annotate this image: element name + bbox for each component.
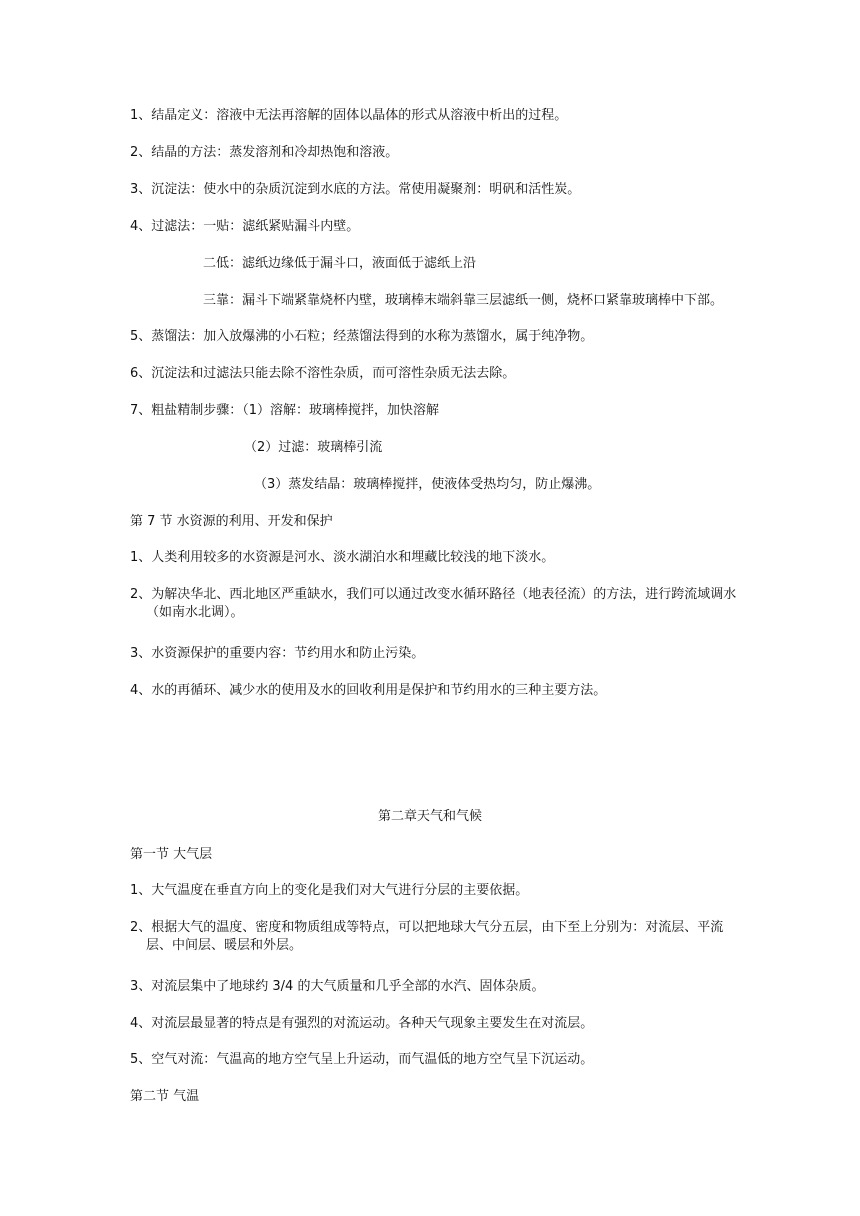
filtration-three-lean: 三靠：漏斗下端紧靠烧杯内壁，玻璃棒末端斜靠三层滤纸一侧，烧杯口紧靠玻璃棒中下部。 <box>203 293 724 308</box>
crystallization-definition: 1、结晶定义：溶液中无法再溶解的固体以晶体的形式从溶液中析出的过程。 <box>130 108 568 123</box>
salt-refining-step-3: （3）蒸发结晶：玻璃棒搅拌，使液体受热均匀，防止爆沸。 <box>254 477 601 492</box>
water-saving-methods: 4、水的再循环、减少水的使用及水的回收利用是保护和节约用水的三种主要方法。 <box>130 683 607 698</box>
section-1-title: 第一节 大气层 <box>130 847 213 862</box>
crystallization-methods: 2、结晶的方法：蒸发溶剂和冷却热饱和溶液。 <box>130 145 399 160</box>
sediment-filter-limit: 6、沉淀法和过滤法只能去除不溶性杂质，而可溶性杂质无法去除。 <box>130 366 516 381</box>
sedimentation-method: 3、沉淀法：使水中的杂质沉淀到水底的方法。常使用凝聚剂：明矾和活性炭。 <box>130 182 581 197</box>
water-diversion: 2、为解决华北、西北地区严重缺水，我们可以通过改变水循环路径（地表径流）的方法，进行跨流域调水（如南水北调）。 <box>130 587 737 620</box>
filtration-two-low: 二低：滤纸边缘低于漏斗口，液面低于滤纸上沿 <box>203 256 477 271</box>
atmosphere-five-layers: 2、根据大气的温度、密度和物质组成等特点，可以把地球大气分五层，由下至上分别为：对流层、平流层、中间层、暖层和外层。 <box>130 920 724 953</box>
chapter-2-title: 第二章天气和气候 <box>377 809 482 824</box>
salt-refining-steps: 7、粗盐精制步骤：（1）溶解：玻璃棒搅拌，加快溶解 <box>130 403 440 418</box>
filtration-method: 4、过滤法：一贴：滤纸紧贴漏斗内壁。 <box>130 219 360 234</box>
section-7-title: 第 7 节 水资源的利用、开发和保护 <box>130 514 333 529</box>
atmosphere-layering-basis: 1、大气温度在垂直方向上的变化是我们对大气进行分层的主要依据。 <box>130 883 529 898</box>
water-protection: 3、水资源保护的重要内容：节约用水和防止污染。 <box>130 646 425 661</box>
air-convection: 5、空气对流：气温高的地方空气呈上升运动，而气温低的地方空气呈下沉运动。 <box>130 1052 594 1067</box>
troposphere-mass: 3、对流层集中了地球约 3/4 的大气质量和几乎全部的水汽、固体杂质。 <box>130 979 545 994</box>
water-resources-used: 1、人类利用较多的水资源是河水、淡水湖泊水和埋藏比较浅的地下淡水。 <box>130 550 555 565</box>
salt-refining-step-2: （2）过滤：玻璃棒引流 <box>244 440 383 455</box>
section-2-title: 第二节 气温 <box>130 1089 200 1104</box>
distillation-method: 5、蒸馏法：加入放爆沸的小石粒；经蒸馏法得到的水称为蒸馏水，属于纯净物。 <box>130 329 594 344</box>
troposphere-convection: 4、对流层最显著的特点是有强烈的对流运动。各种天气现象主要发生在对流层。 <box>130 1016 594 1031</box>
